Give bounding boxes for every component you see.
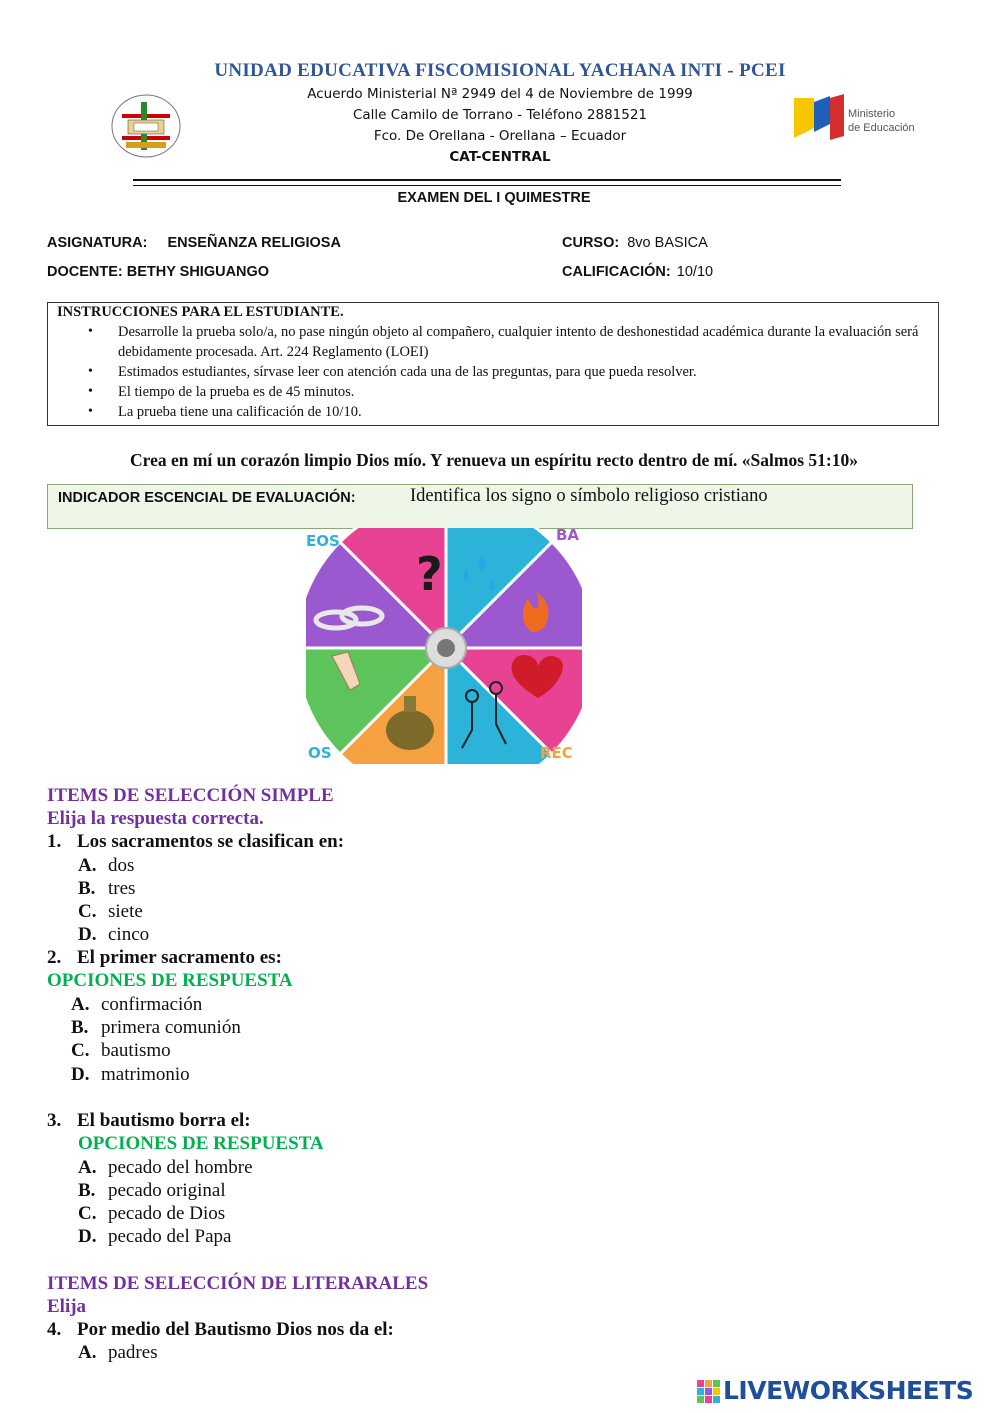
question-number: 3. xyxy=(47,1110,62,1131)
option-text: pecado del hombre xyxy=(108,1157,253,1178)
question-text: El primer sacramento es: xyxy=(77,947,282,968)
option-letter: A. xyxy=(78,855,97,876)
option-letter: A. xyxy=(78,1342,97,1363)
header-address: Calle Camilo de Torrano - Teléfono 2881521 xyxy=(352,107,648,123)
question-3 xyxy=(47,1110,251,1132)
section2-subtitle: Elija xyxy=(47,1296,87,1317)
liveworksheets-brand: LIVEWORKSHEETS xyxy=(723,1376,974,1405)
course-label: CURSO: xyxy=(562,235,620,251)
question-2 xyxy=(47,947,282,969)
option-text: dos xyxy=(108,855,135,876)
indicator-text: Identifica los signo o símbolo religioso cristiano xyxy=(410,486,768,506)
liveworksheets-icon xyxy=(697,1380,721,1404)
q1-option-d[interactable] xyxy=(78,924,149,946)
course-row xyxy=(562,235,708,251)
ministry-flag-icon xyxy=(792,94,846,144)
option-letter: C. xyxy=(71,1040,90,1061)
option-text: primera comunión xyxy=(101,1017,241,1038)
question-1 xyxy=(47,831,344,853)
option-text: cinco xyxy=(108,924,150,945)
option-letter: B. xyxy=(78,1180,96,1201)
header-rule-thin xyxy=(133,185,841,186)
instruction-item: • Desarrolle la prueba solo/a, no pase ningún objeto al compañero, cualquier intento de deshonestidad académica durante la evaluación será debidamente procesada. Art. 224 Reglamento (LOEI) xyxy=(88,322,928,362)
q3-option-b[interactable] xyxy=(78,1180,226,1202)
option-letter: B. xyxy=(78,878,96,899)
sacraments-wheel-image xyxy=(306,528,582,764)
wheel-label-bottom-right: REC xyxy=(540,744,573,762)
instructions-heading: INSTRUCCIONES PARA EL ESTUDIANTE. xyxy=(57,304,344,320)
q3-option-c[interactable] xyxy=(78,1203,225,1225)
bible-verse: Crea en mí un corazón limpio Dios mío. Y renueva un espíritu recto dentro de mí. «Salmos 51:10» xyxy=(129,450,858,470)
header-cat: CAT-CENTRAL xyxy=(449,149,551,165)
q1-option-a[interactable] xyxy=(78,855,134,877)
q2-option-b[interactable] xyxy=(71,1017,241,1039)
instruction-item: • Estimados estudiantes, sírvase leer con atención cada una de las preguntas, para que pueda resolver. xyxy=(88,362,928,382)
option-text: bautismo xyxy=(101,1040,171,1061)
instruction-item: • El tiempo de la prueba es de 45 minutos. xyxy=(88,382,928,402)
option-text: siete xyxy=(108,901,143,922)
wheel-label-top-right: BA xyxy=(556,528,580,544)
teacher-row xyxy=(47,264,269,280)
q1-option-c[interactable] xyxy=(78,901,143,923)
wheel-label-bottom-left: OS xyxy=(308,744,332,762)
subject-value: ENSEÑANZA RELIGIOSA xyxy=(167,235,341,251)
section2-title: ITEMS DE SELECCIÓN DE LITERARALES xyxy=(47,1273,429,1294)
instructions-list xyxy=(88,322,928,422)
option-text: padres xyxy=(108,1342,158,1363)
q2-option-d[interactable] xyxy=(71,1064,190,1086)
question-4 xyxy=(47,1319,394,1341)
instruction-item: • La prueba tiene una calificación de 10/10. xyxy=(88,402,928,422)
subject-label: ASIGNATURA: xyxy=(47,235,148,251)
course-value: 8vo BASICA xyxy=(627,235,708,251)
option-letter: D. xyxy=(78,1226,97,1247)
ministry-logo xyxy=(792,94,922,146)
header-location: Fco. De Orellana - Orellana – Ecuador xyxy=(373,128,627,144)
option-text: pecado original xyxy=(108,1180,226,1201)
option-text: pecado de Dios xyxy=(108,1203,226,1224)
option-text: pecado del Papa xyxy=(108,1226,232,1247)
option-text: confirmación xyxy=(101,994,203,1015)
question-mark-icon: ? xyxy=(416,547,443,601)
question-text: Los sacramentos se clasifican en: xyxy=(77,831,345,852)
question-number: 4. xyxy=(47,1319,62,1340)
subject-row xyxy=(47,235,341,251)
q3-option-d[interactable] xyxy=(78,1226,231,1248)
option-letter: D. xyxy=(71,1064,90,1085)
option-letter: D. xyxy=(78,924,97,945)
header-rule-thick xyxy=(133,179,841,181)
question-number: 2. xyxy=(47,947,62,968)
wheel-center-dot xyxy=(437,639,455,657)
option-letter: B. xyxy=(71,1017,89,1038)
q4-option-a[interactable] xyxy=(78,1342,158,1364)
section1-subtitle: Elija la respuesta correcta. xyxy=(47,808,264,829)
q2-option-a[interactable] xyxy=(71,994,202,1016)
q2-options-heading: OPCIONES DE RESPUESTA xyxy=(47,970,293,991)
option-letter: A. xyxy=(78,1157,97,1178)
q3-option-a[interactable] xyxy=(78,1157,253,1179)
ministry-name-line2: de Educación xyxy=(848,122,915,134)
header-ministerial-agreement: Acuerdo Ministerial Nª 2949 del 4 de Noviembre de 1999 xyxy=(307,86,693,102)
q2-option-c[interactable] xyxy=(71,1040,171,1062)
option-letter: C. xyxy=(78,1203,97,1224)
option-letter: A. xyxy=(71,994,90,1015)
section1-title: ITEMS DE SELECCIÓN SIMPLE xyxy=(47,785,334,806)
grade-value: 10/10 xyxy=(676,264,714,280)
option-text: tres xyxy=(108,878,136,899)
question-text: Por medio del Bautismo Dios nos da el: xyxy=(77,1319,394,1340)
option-text: matrimonio xyxy=(101,1064,190,1085)
wheel-label-top-left: EOS xyxy=(306,532,340,550)
option-letter: C. xyxy=(78,901,97,922)
teacher-label: DOCENTE: BETHY SHIGUANGO xyxy=(47,264,270,280)
q1-option-b[interactable] xyxy=(78,878,135,900)
question-number: 1. xyxy=(47,831,62,852)
school-name: UNIDAD EDUCATIVA FISCOMISIONAL YACHANA INTI - PCEI xyxy=(214,60,786,81)
grade-label: CALIFICACIÓN: xyxy=(562,264,671,280)
exam-title: EXAMEN DEL I QUIMESTRE xyxy=(397,190,591,206)
grade-row xyxy=(562,264,713,280)
indicator-label: INDICADOR ESCENCIAL DE EVALUACIÓN: xyxy=(58,490,356,506)
ministry-name-line1: Ministerio xyxy=(848,108,896,120)
q3-options-heading: OPCIONES DE RESPUESTA xyxy=(78,1133,324,1154)
question-text: El bautismo borra el: xyxy=(77,1110,251,1131)
